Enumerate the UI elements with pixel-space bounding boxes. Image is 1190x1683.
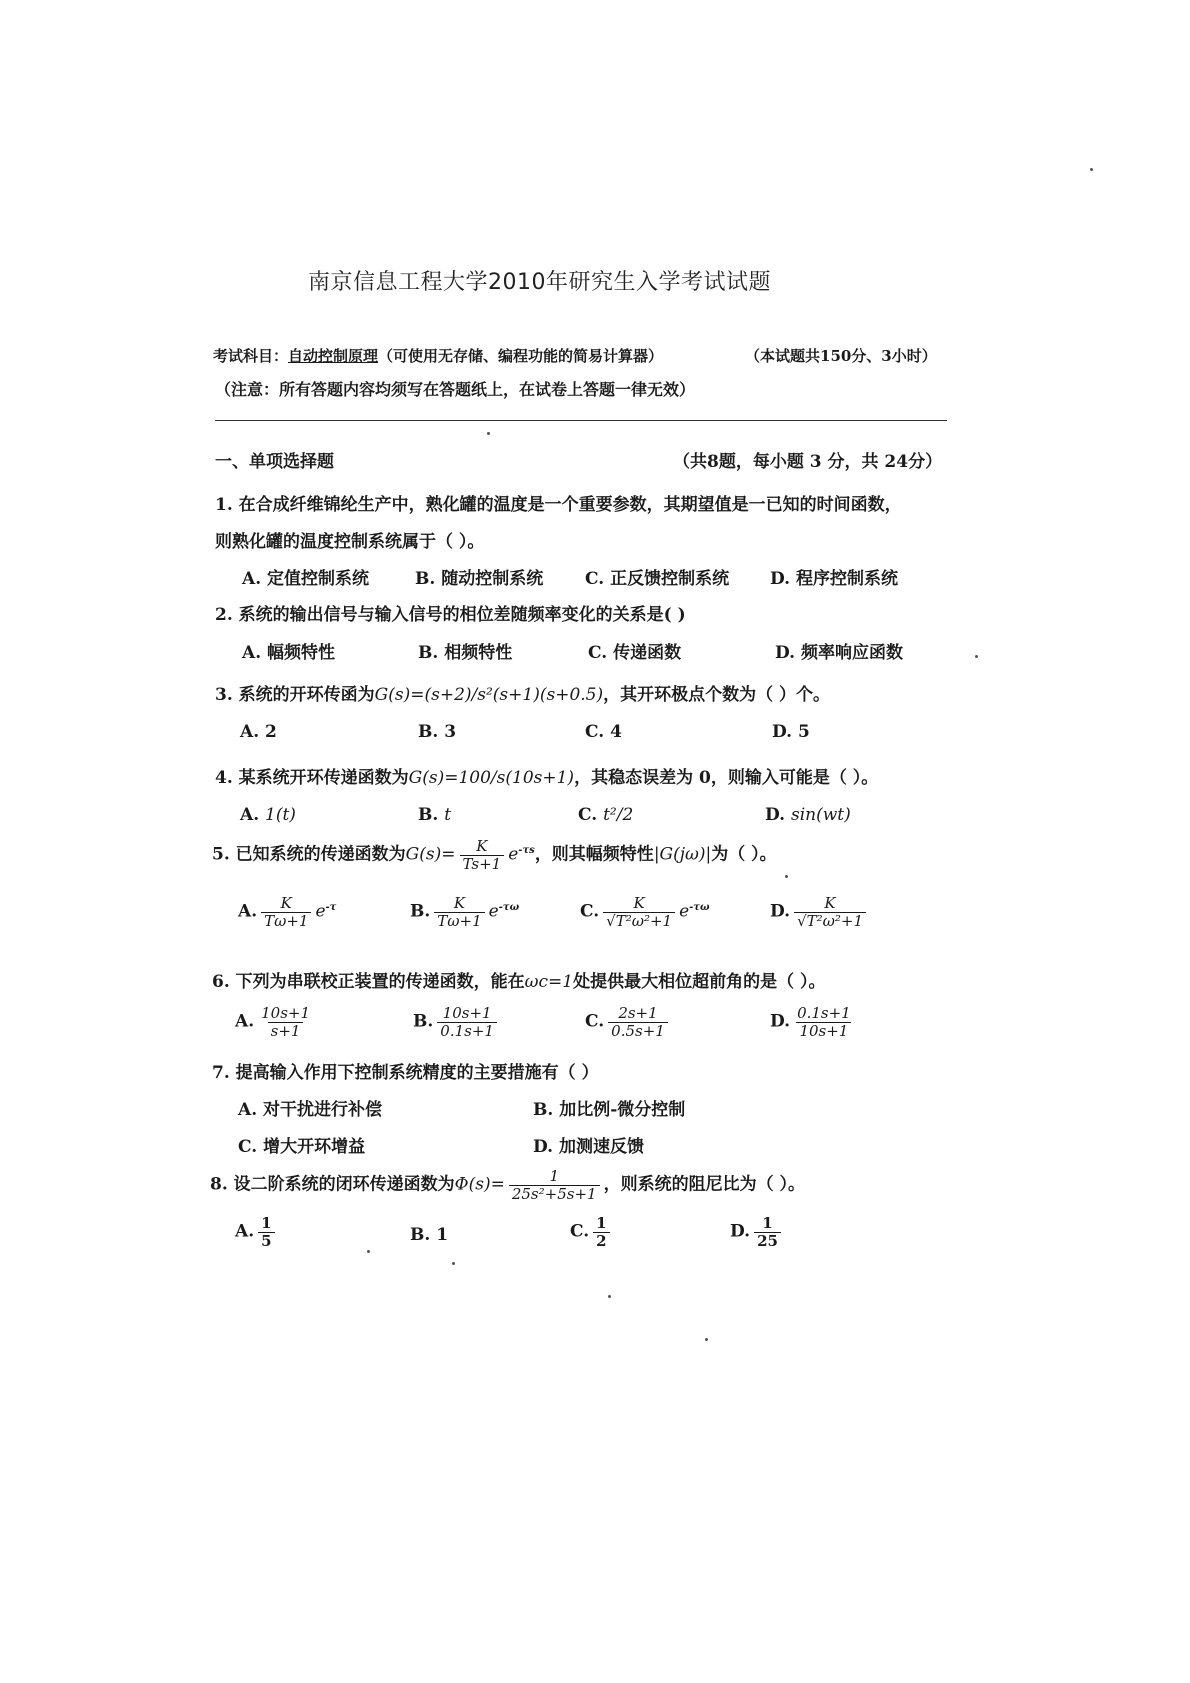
q8-d-den: 25 — [754, 1232, 781, 1250]
q5-fraction — [460, 838, 505, 872]
q5-d-num: K — [824, 894, 836, 912]
q5-a-exp: e — [315, 901, 326, 922]
q8-d-frac — [754, 1215, 781, 1249]
q5-c-label: C. — [580, 901, 600, 922]
q6-b-label: B. — [413, 1011, 434, 1032]
q4-text — [215, 763, 878, 788]
q5-a-label: A. — [238, 901, 258, 922]
q4-a-value: 1(t) — [265, 805, 296, 825]
q6-b-den: 0.1s+1 — [437, 1022, 497, 1040]
q5-option-d — [770, 895, 870, 929]
q4-d-label: D. — [765, 805, 786, 825]
q1-line1: 1. 在合成纤维锦纶生产中，熟化罐的温度是一个重要参数，其期望值是一已知的时间函数， — [215, 495, 902, 515]
q5-b-num: K — [453, 894, 466, 912]
subject-prefix: 考试科目： — [213, 347, 289, 365]
header-divider — [215, 420, 947, 421]
q4-option-d — [765, 805, 851, 825]
q7-option-a: A. 对干扰进行补偿 — [238, 1100, 383, 1120]
q2-option-a: A. 幅频特性 — [242, 643, 336, 663]
q8-phi: Φ(s)= — [454, 1174, 505, 1195]
q5-num: K — [476, 837, 488, 855]
q8-d-num: 1 — [762, 1214, 773, 1232]
q2-option-c: C. 传递函数 — [588, 643, 682, 663]
q3-text — [215, 680, 830, 705]
q6-d-den: 10s+1 — [796, 1022, 851, 1040]
q5-b-label: B. — [410, 901, 431, 922]
q3-option-a: A. 2 — [240, 722, 277, 742]
q7-option-c: C. 增大开环增益 — [238, 1137, 366, 1157]
q8-post: ，则系统的阻尼比为（ ）。 — [603, 1174, 805, 1195]
q1-option-a: A. 定值控制系统 — [242, 569, 370, 589]
q5-b-sup: -τω — [498, 901, 520, 913]
q6-c-num: 2s+1 — [618, 1004, 658, 1022]
q4-option-c — [578, 805, 633, 825]
q5-text — [212, 838, 777, 872]
q4-pre: 4. 某系统开环传递函数为 — [215, 768, 409, 788]
q7-option-d: D. 加测速反馈 — [533, 1137, 644, 1157]
q2-text: 2. 系统的输出信号与输入信号的相位差随频率变化的关系是( ) — [215, 605, 686, 625]
subject-name: 自动控制原理 — [288, 347, 379, 365]
q6-a-num: 10s+1 — [261, 1004, 311, 1022]
q3-option-b: B. 3 — [418, 722, 457, 742]
q6-pre: 6. 下列为串联校正装置的传递函数，能在 — [212, 972, 525, 992]
q7-option-b: B. 加比例-微分控制 — [533, 1100, 686, 1120]
q8-a-den: 5 — [258, 1232, 274, 1250]
q5-option-b — [410, 895, 519, 929]
q8-c-label: C. — [570, 1221, 590, 1242]
q6-b-frac — [437, 1005, 497, 1039]
q5-d-frac — [794, 895, 866, 929]
q5-a-num: K — [280, 894, 292, 912]
q3-post: ，其开环极点个数为（ ）个。 — [603, 685, 831, 705]
exam-notice: （注意：所有答题内容均须写在答题纸上，在试卷上答题一律无效） — [215, 380, 696, 399]
scan-speck — [975, 655, 978, 658]
q8-a-label: A. — [235, 1221, 255, 1242]
q1-option-b: B. 随动控制系统 — [415, 569, 544, 589]
q5-c-den: √T²ω²+1 — [603, 912, 675, 930]
q5-b-den: Tω+1 — [434, 912, 484, 930]
scan-speck — [705, 1338, 708, 1341]
q8-c-num: 1 — [596, 1214, 607, 1232]
q8-num: 1 — [549, 1167, 559, 1185]
q5-c-exp: e — [679, 901, 690, 922]
q6-a-den: s+1 — [268, 1022, 304, 1040]
q5-b-exp: e — [488, 901, 499, 922]
scan-speck — [452, 1262, 455, 1265]
q6-option-b — [413, 1005, 501, 1039]
q3-option-c: C. 4 — [585, 722, 622, 742]
q4-b-value: t — [444, 805, 452, 825]
q4-c-value: t²/2 — [603, 805, 634, 825]
q4-a-label: A. — [240, 805, 260, 825]
q4-option-b — [418, 805, 451, 825]
q5-post: ，则其幅频特性 — [534, 844, 654, 865]
q8-c-den: 2 — [593, 1232, 609, 1250]
q8-option-d — [730, 1215, 785, 1249]
q6-d-num: 0.1s+1 — [797, 1004, 851, 1022]
q5-c-num: K — [633, 894, 645, 912]
q5-a-den: Tω+1 — [261, 912, 311, 930]
q4-d-value: sin(wt) — [790, 805, 851, 825]
q3-option-d: D. 5 — [772, 722, 810, 742]
q8-text — [210, 1168, 805, 1202]
q6-formula: ωc=1 — [524, 972, 574, 992]
q4-post: ，其稳态误差为 0，则输入可能是（ ）。 — [574, 768, 879, 788]
q6-c-label: C. — [585, 1011, 605, 1032]
scan-speck — [487, 432, 490, 435]
q8-d-label: D. — [730, 1221, 751, 1242]
q5-d-label: D. — [770, 901, 791, 922]
scan-speck — [367, 1250, 370, 1253]
q6-post: 处提供最大相位超前角的是（ ）。 — [573, 972, 826, 992]
q6-a-frac — [258, 1005, 313, 1039]
exam-title: 南京信息工程大学2010年研究生入学考试试题 — [308, 270, 771, 295]
q5-pre: 5. 已知系统的传递函数为 — [212, 844, 406, 865]
q4-formula: G(s)=100/s(10s+1) — [408, 768, 575, 788]
q5-c-frac — [603, 895, 675, 929]
q8-pre: 8. 设二阶系统的闭环传递函数为 — [210, 1174, 455, 1195]
q4-b-label: B. — [418, 805, 439, 825]
q6-option-d — [770, 1005, 858, 1039]
q5-a-frac — [261, 895, 311, 929]
section-meta: （共8题，每小题 3 分，共 24分） — [673, 452, 943, 472]
q5-post2: 为（ ）。 — [711, 844, 777, 865]
q5-b-frac — [434, 895, 484, 929]
q8-option-a — [235, 1215, 279, 1249]
q7-text: 7. 提高输入作用下控制系统精度的主要措施有（ ） — [212, 1063, 599, 1083]
scan-speck — [785, 875, 788, 878]
q4-c-label: C. — [578, 805, 598, 825]
q5-d-den: √T²ω²+1 — [794, 912, 866, 930]
q5-a-sup: -τ — [325, 901, 337, 913]
q5-c-sup: -τω — [689, 901, 710, 913]
q2-option-b: B. 相频特性 — [418, 643, 513, 663]
section-title: 一、单项选择题 — [215, 452, 334, 472]
subject-note: （可使用无存储、编程功能的简易计算器） — [378, 347, 664, 365]
q4-option-a — [240, 805, 296, 825]
scan-speck — [1090, 168, 1093, 171]
q5-option-c — [580, 895, 710, 929]
q5-mag: |G(jω)| — [653, 844, 712, 865]
q6-b-num: 10s+1 — [442, 1004, 492, 1022]
q5-exp-sup: -τs — [518, 844, 535, 856]
q6-d-label: D. — [770, 1011, 791, 1032]
q6-a-label: A. — [235, 1011, 255, 1032]
q6-d-frac — [794, 1005, 854, 1039]
q8-a-num: 1 — [261, 1214, 272, 1232]
q2-option-d: D. 频率响应函数 — [775, 643, 903, 663]
q5-option-a — [238, 895, 336, 929]
q6-option-a — [235, 1005, 317, 1039]
q8-option-c — [570, 1215, 614, 1249]
q6-c-frac — [608, 1005, 668, 1039]
q3-pre: 3. 系统的开环传函为 — [215, 685, 375, 705]
q6-text — [212, 967, 826, 992]
q8-a-frac — [258, 1215, 274, 1249]
q3-formula: G(s)=(s+2)/s²(s+1)(s+0.5) — [374, 685, 604, 705]
score-info: （本试题共150分、3小时） — [745, 347, 937, 365]
q6-option-c — [585, 1005, 672, 1039]
q8-fraction — [509, 1168, 600, 1202]
q1-option-c: C. 正反馈控制系统 — [585, 569, 730, 589]
q8-c-frac — [593, 1215, 609, 1249]
q1-option-d: D. 程序控制系统 — [770, 569, 898, 589]
q5-g: G(s)= — [405, 844, 456, 865]
q8-den: 25s²+5s+1 — [509, 1185, 600, 1203]
q1-line2: 则熟化罐的温度控制系统属于（ ）。 — [215, 532, 485, 552]
q5-den: Ts+1 — [460, 855, 505, 873]
q5-exp: e — [508, 844, 519, 865]
subject-line — [213, 345, 663, 366]
scan-speck — [608, 1295, 611, 1298]
q6-c-den: 0.5s+1 — [608, 1022, 668, 1040]
q8-option-b: B. 1 — [410, 1225, 449, 1245]
